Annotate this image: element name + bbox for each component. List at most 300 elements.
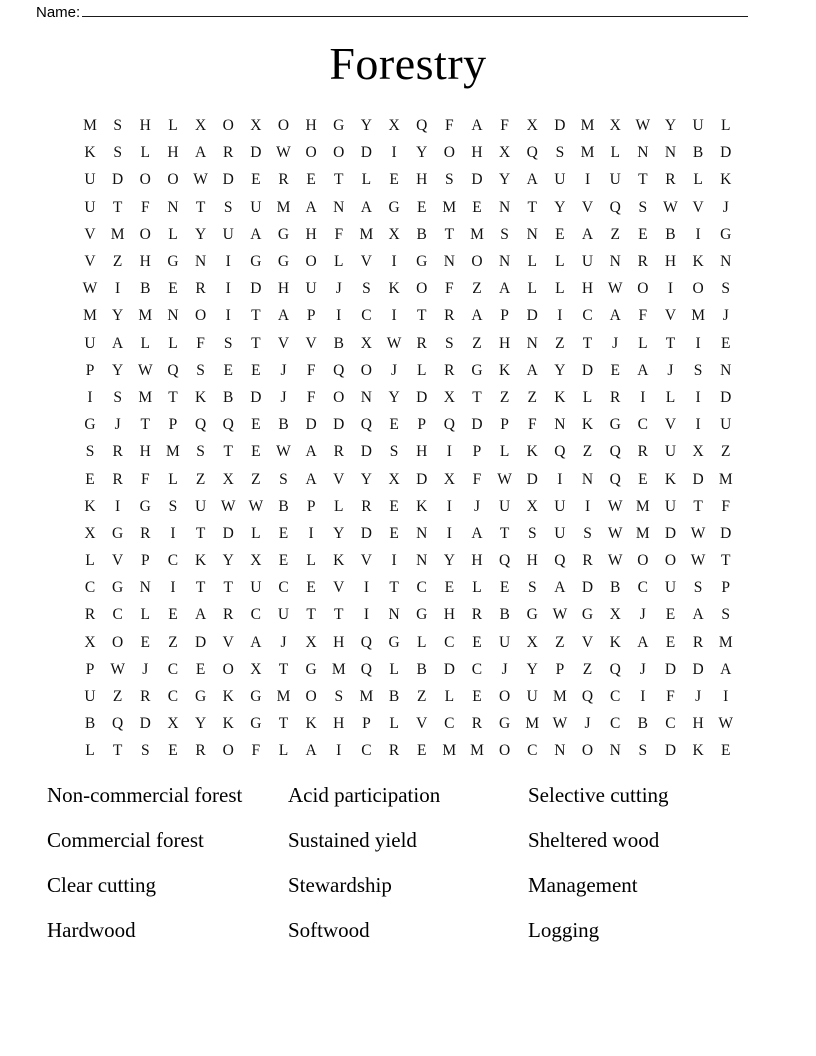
grid-letter[interactable]: D (581, 361, 594, 379)
grid-letter[interactable]: V (360, 253, 372, 271)
grid-letter[interactable]: D (664, 742, 677, 760)
grid-letter[interactable]: E (140, 633, 151, 651)
grid-letter[interactable]: T (472, 388, 482, 406)
grid-letter[interactable]: D (581, 579, 594, 597)
grid-letter[interactable]: Y (112, 361, 124, 379)
grid-letter[interactable]: S (85, 443, 95, 461)
grid-letter[interactable]: J (280, 361, 287, 379)
grid-letter[interactable]: D (664, 660, 677, 678)
grid-letter[interactable]: Z (555, 633, 565, 651)
grid-letter[interactable]: J (114, 416, 121, 434)
grid-letter[interactable]: M (138, 307, 153, 325)
grid-letter[interactable]: M (276, 688, 291, 706)
grid-letter[interactable]: E (389, 524, 399, 542)
grid-letter[interactable]: D (554, 117, 566, 135)
grid-letter[interactable]: F (666, 688, 675, 706)
grid-letter[interactable]: S (362, 280, 371, 298)
grid-letter[interactable]: R (333, 443, 344, 461)
grid-letter[interactable]: Q (194, 416, 207, 434)
grid-letter[interactable]: G (720, 225, 732, 243)
grid-letter[interactable]: I (695, 334, 701, 352)
grid-letter[interactable]: M (635, 497, 650, 515)
grid-letter[interactable]: D (416, 470, 428, 488)
grid-letter[interactable]: P (721, 579, 731, 597)
grid-letter[interactable]: Y (222, 552, 234, 570)
grid-letter[interactable]: R (637, 253, 648, 271)
grid-letter[interactable]: P (500, 416, 509, 434)
grid-letter[interactable]: I (391, 307, 397, 325)
grid-letter[interactable]: I (336, 307, 342, 325)
grid-letter[interactable]: Z (610, 225, 620, 243)
grid-letter[interactable]: P (555, 660, 565, 678)
grid-letter[interactable]: D (720, 524, 732, 542)
grid-letter[interactable]: N (609, 742, 621, 760)
grid-letter[interactable]: T (334, 606, 344, 624)
grid-letter[interactable]: S (500, 225, 509, 243)
grid-letter[interactable]: A (499, 280, 511, 298)
grid-letter[interactable]: D (250, 280, 262, 298)
grid-letter[interactable]: U (664, 579, 677, 597)
grid-letter[interactable]: W (663, 198, 678, 216)
grid-letter[interactable]: I (308, 524, 314, 542)
grid-letter[interactable]: E (85, 470, 95, 488)
grid-letter[interactable]: S (638, 198, 648, 216)
grid-letter[interactable]: A (471, 307, 483, 325)
grid-letter[interactable]: X (499, 144, 511, 162)
grid-letter[interactable]: I (225, 280, 231, 298)
grid-letter[interactable]: V (664, 307, 677, 325)
grid-letter[interactable]: T (168, 388, 178, 406)
grid-letter[interactable]: K (664, 470, 677, 488)
grid-letter[interactable]: J (722, 307, 729, 325)
grid-letter[interactable]: O (194, 307, 207, 325)
word-list-item[interactable]: Commercial forest (47, 828, 204, 852)
grid-letter[interactable]: E (555, 225, 565, 243)
grid-letter[interactable]: Q (554, 552, 566, 570)
grid-letter[interactable]: W (137, 361, 153, 379)
grid-letter[interactable]: W (635, 117, 651, 135)
grid-letter[interactable]: T (499, 524, 510, 542)
grid-letter[interactable]: O (333, 144, 345, 162)
grid-letter[interactable]: U (250, 579, 262, 597)
grid-letter[interactable]: R (444, 307, 455, 325)
grid-letter[interactable]: R (388, 742, 400, 760)
grid-letter[interactable]: R (610, 388, 621, 406)
grid-letter[interactable]: Q (360, 633, 372, 651)
grid-letter[interactable]: H (139, 443, 151, 461)
grid-letter[interactable]: W (552, 606, 568, 624)
grid-letter[interactable]: G (250, 253, 262, 271)
grid-letter[interactable]: N (416, 552, 428, 570)
grid-letter[interactable]: D (222, 524, 234, 542)
grid-letter[interactable]: R (223, 144, 234, 162)
grid-letter[interactable]: G (416, 253, 428, 271)
grid-letter[interactable]: I (584, 171, 591, 189)
grid-letter[interactable]: K (222, 688, 234, 706)
grid-letter[interactable]: Z (721, 443, 731, 461)
grid-letter[interactable]: D (416, 388, 428, 406)
grid-letter[interactable]: S (638, 742, 648, 760)
grid-letter[interactable]: K (305, 715, 317, 733)
grid-letter[interactable]: W (248, 497, 264, 515)
grid-letter[interactable]: L (140, 334, 151, 352)
grid-letter[interactable]: P (500, 307, 509, 325)
grid-letter[interactable]: O (664, 552, 677, 570)
grid-letter[interactable]: Z (582, 660, 593, 678)
grid-letter[interactable]: X (250, 660, 262, 678)
grid-letter[interactable]: V (84, 225, 96, 243)
grid-letter[interactable]: K (526, 443, 538, 461)
grid-letter[interactable]: A (305, 443, 317, 461)
grid-letter[interactable]: I (723, 688, 729, 706)
grid-letter[interactable]: F (500, 117, 509, 135)
grid-letter[interactable]: X (388, 470, 400, 488)
grid-letter[interactable]: I (363, 606, 369, 624)
grid-letter[interactable]: R (444, 361, 455, 379)
grid-letter[interactable]: V (333, 579, 345, 597)
grid-letter[interactable]: N (416, 524, 428, 542)
grid-letter[interactable]: E (251, 416, 261, 434)
grid-letter[interactable]: Y (194, 715, 207, 733)
grid-letter[interactable]: P (306, 497, 316, 515)
grid-letter[interactable]: X (360, 334, 372, 352)
grid-letter[interactable]: U (554, 171, 566, 189)
grid-letter[interactable]: X (194, 117, 207, 135)
grid-letter[interactable]: E (168, 742, 178, 760)
grid-letter[interactable]: T (527, 198, 537, 216)
grid-letter[interactable]: K (554, 388, 566, 406)
grid-letter[interactable]: Q (609, 470, 621, 488)
grid-letter[interactable]: L (472, 579, 482, 597)
grid-letter[interactable]: U (581, 253, 594, 271)
grid-letter[interactable]: R (112, 470, 123, 488)
grid-letter[interactable]: V (664, 416, 677, 434)
grid-letter[interactable]: I (695, 388, 701, 406)
grid-letter[interactable]: E (472, 688, 482, 706)
grid-letter[interactable]: Y (360, 117, 372, 135)
grid-letter[interactable]: Z (112, 253, 123, 271)
grid-letter[interactable]: F (527, 416, 537, 434)
grid-letter[interactable]: K (84, 144, 96, 162)
grid-letter[interactable]: J (612, 334, 619, 352)
grid-letter[interactable]: M (580, 144, 595, 162)
grid-letter[interactable]: A (637, 633, 649, 651)
word-list-item[interactable]: Selective cutting (528, 783, 669, 807)
grid-letter[interactable]: M (635, 524, 650, 542)
grid-letter[interactable]: R (471, 715, 483, 733)
word-list-item[interactable]: Sustained yield (288, 828, 417, 852)
grid-letter[interactable]: K (581, 416, 594, 434)
grid-letter[interactable]: T (278, 660, 289, 678)
grid-letter[interactable]: U (277, 606, 290, 624)
grid-letter[interactable]: L (693, 171, 703, 189)
grid-letter[interactable]: D (720, 144, 732, 162)
grid-letter[interactable]: U (250, 198, 262, 216)
grid-letter[interactable]: D (360, 144, 372, 162)
grid-letter[interactable]: J (280, 633, 287, 651)
grid-letter[interactable]: K (84, 497, 96, 515)
grid-letter[interactable]: U (609, 171, 621, 189)
grid-letter[interactable]: O (167, 171, 179, 189)
grid-letter[interactable]: R (416, 334, 427, 352)
grid-letter[interactable]: L (140, 144, 151, 162)
grid-letter[interactable]: J (584, 715, 591, 733)
grid-letter[interactable]: G (194, 688, 207, 706)
grid-letter[interactable]: C (444, 633, 455, 651)
grid-letter[interactable]: V (416, 715, 428, 733)
grid-letter[interactable]: G (250, 715, 262, 733)
grid-letter[interactable]: M (525, 715, 540, 733)
grid-letter[interactable]: G (84, 416, 96, 434)
grid-letter[interactable]: H (443, 606, 455, 624)
grid-letter[interactable]: A (360, 198, 372, 216)
grid-letter[interactable]: F (306, 361, 316, 379)
grid-letter[interactable]: I (695, 416, 701, 434)
grid-letter[interactable]: M (691, 307, 705, 325)
grid-letter[interactable]: E (665, 606, 676, 624)
grid-letter[interactable]: L (389, 660, 399, 678)
grid-letter[interactable]: J (473, 497, 480, 515)
grid-letter[interactable]: O (222, 660, 234, 678)
grid-letter[interactable]: A (526, 361, 538, 379)
grid-letter[interactable]: B (416, 660, 427, 678)
grid-letter[interactable]: R (140, 688, 151, 706)
grid-letter[interactable]: G (581, 606, 594, 624)
grid-letter[interactable]: T (195, 198, 206, 216)
grid-letter[interactable]: G (250, 688, 262, 706)
grid-letter[interactable]: M (359, 688, 374, 706)
grid-letter[interactable]: T (582, 334, 593, 352)
grid-letter[interactable]: Y (112, 307, 124, 325)
grid-letter[interactable]: M (718, 470, 733, 488)
grid-letter[interactable]: S (223, 334, 233, 352)
grid-letter[interactable]: X (526, 497, 538, 515)
grid-letter[interactable]: Q (333, 361, 345, 379)
grid-letter[interactable]: Q (360, 416, 372, 434)
grid-letter[interactable]: Z (195, 470, 206, 488)
grid-letter[interactable]: U (526, 688, 538, 706)
grid-letter[interactable]: H (692, 715, 704, 733)
grid-letter[interactable]: N (167, 198, 179, 216)
grid-letter[interactable]: O (443, 144, 455, 162)
grid-letter[interactable]: L (610, 144, 620, 162)
grid-letter[interactable]: H (139, 117, 151, 135)
grid-letter[interactable]: P (472, 443, 482, 461)
grid-letter[interactable]: E (721, 334, 731, 352)
grid-letter[interactable]: S (527, 579, 537, 597)
grid-letter[interactable]: M (83, 117, 97, 135)
grid-letter[interactable]: F (638, 307, 648, 325)
grid-letter[interactable]: H (277, 280, 290, 298)
word-list-item[interactable]: Softwood (288, 918, 370, 942)
grid-letter[interactable]: U (499, 633, 511, 651)
grid-letter[interactable]: N (526, 225, 538, 243)
grid-letter[interactable]: A (720, 660, 732, 678)
grid-letter[interactable]: H (471, 144, 483, 162)
grid-letter[interactable]: B (333, 334, 344, 352)
grid-letter[interactable]: G (112, 524, 124, 542)
grid-letter[interactable]: V (277, 334, 290, 352)
grid-letter[interactable]: Q (416, 117, 428, 135)
grid-letter[interactable]: F (721, 497, 731, 515)
grid-letter[interactable]: Q (112, 715, 124, 733)
grid-letter[interactable]: F (196, 334, 205, 352)
grid-letter[interactable]: I (363, 579, 369, 597)
grid-letter[interactable]: P (417, 416, 426, 434)
grid-letter[interactable]: N (139, 579, 151, 597)
grid-letter[interactable]: E (444, 579, 455, 597)
grid-letter[interactable]: A (194, 144, 207, 162)
grid-letter[interactable]: P (168, 416, 178, 434)
grid-letter[interactable]: Y (360, 470, 372, 488)
grid-letter[interactable]: D (360, 524, 372, 542)
grid-letter[interactable]: I (115, 497, 121, 515)
grid-letter[interactable]: O (112, 633, 124, 651)
grid-letter[interactable]: U (554, 524, 566, 542)
grid-letter[interactable]: G (388, 633, 400, 651)
grid-letter[interactable]: D (112, 171, 124, 189)
grid-letter[interactable]: W (607, 524, 623, 542)
grid-letter[interactable]: N (554, 416, 566, 434)
grid-letter[interactable]: G (305, 660, 317, 678)
grid-letter[interactable]: L (416, 633, 427, 651)
word-search-grid[interactable] (82, 112, 734, 765)
grid-letter[interactable]: W (82, 280, 98, 298)
grid-letter[interactable]: C (416, 579, 427, 597)
grid-letter[interactable]: O (222, 742, 234, 760)
grid-letter[interactable]: E (389, 497, 399, 515)
grid-letter[interactable]: Y (554, 198, 566, 216)
grid-letter[interactable]: T (721, 552, 731, 570)
grid-letter[interactable]: M (442, 198, 457, 216)
grid-letter[interactable]: A (554, 579, 566, 597)
grid-letter[interactable]: C (250, 606, 262, 624)
grid-letter[interactable]: S (445, 171, 454, 189)
grid-letter[interactable]: S (445, 334, 454, 352)
grid-letter[interactable]: W (690, 552, 706, 570)
grid-letter[interactable]: Q (609, 198, 621, 216)
grid-letter[interactable]: Q (222, 416, 234, 434)
grid-letter[interactable]: W (690, 524, 706, 542)
word-list-item[interactable]: Clear cutting (47, 873, 157, 897)
grid-letter[interactable]: X (84, 633, 96, 651)
grid-letter[interactable]: M (166, 443, 180, 461)
grid-letter[interactable]: S (721, 606, 731, 624)
grid-letter[interactable]: S (113, 144, 122, 162)
grid-letter[interactable]: P (85, 361, 95, 379)
grid-letter[interactable]: L (665, 388, 676, 406)
grid-letter[interactable]: P (140, 552, 150, 570)
grid-letter[interactable]: T (195, 579, 206, 597)
grid-letter[interactable]: Y (416, 144, 428, 162)
grid-letter[interactable]: U (84, 334, 96, 352)
grid-letter[interactable]: E (168, 280, 178, 298)
grid-letter[interactable]: O (637, 280, 649, 298)
grid-letter[interactable]: G (499, 715, 511, 733)
grid-letter[interactable]: B (278, 497, 289, 515)
grid-letter[interactable]: V (692, 198, 704, 216)
grid-letter[interactable]: I (170, 579, 176, 597)
grid-letter[interactable]: N (609, 253, 621, 271)
grid-letter[interactable]: G (388, 198, 400, 216)
grid-letter[interactable]: N (360, 388, 372, 406)
grid-letter[interactable]: X (388, 117, 400, 135)
grid-letter[interactable]: K (609, 633, 621, 651)
grid-letter[interactable]: D (305, 416, 317, 434)
grid-letter[interactable]: U (720, 416, 732, 434)
grid-letter[interactable]: N (581, 470, 594, 488)
grid-letter[interactable]: L (389, 715, 399, 733)
grid-letter[interactable]: W (607, 552, 623, 570)
grid-letter[interactable]: D (526, 307, 538, 325)
grid-letter[interactable]: W (193, 171, 208, 189)
grid-letter[interactable]: W (497, 470, 512, 488)
grid-letter[interactable]: U (499, 497, 511, 515)
grid-letter[interactable]: T (223, 579, 233, 597)
word-list-item[interactable]: Sheltered wood (528, 828, 660, 852)
grid-letter[interactable]: O (139, 225, 151, 243)
grid-letter[interactable]: R (471, 606, 483, 624)
grid-letter[interactable]: G (139, 497, 151, 515)
grid-letter[interactable]: F (445, 280, 454, 298)
grid-letter[interactable]: I (557, 307, 563, 325)
grid-letter[interactable]: I (640, 388, 646, 406)
grid-letter[interactable]: H (416, 171, 428, 189)
grid-letter[interactable]: M (470, 225, 484, 243)
grid-letter[interactable]: J (391, 361, 398, 379)
name-input-line[interactable] (82, 2, 748, 17)
grid-letter[interactable]: C (167, 688, 179, 706)
grid-letter[interactable]: L (140, 606, 151, 624)
grid-letter[interactable]: F (140, 470, 150, 488)
grid-letter[interactable]: G (471, 361, 483, 379)
grid-letter[interactable]: K (333, 552, 345, 570)
grid-letter[interactable]: C (527, 742, 538, 760)
grid-letter[interactable]: H (305, 225, 317, 243)
grid-letter[interactable]: C (610, 688, 621, 706)
grid-letter[interactable]: T (140, 416, 151, 434)
grid-letter[interactable]: S (583, 524, 592, 542)
word-list-item[interactable]: Stewardship (288, 873, 392, 897)
grid-letter[interactable]: G (277, 225, 290, 243)
grid-letter[interactable]: R (223, 606, 234, 624)
grid-letter[interactable]: I (557, 470, 563, 488)
grid-letter[interactable]: B (416, 225, 427, 243)
grid-letter[interactable]: Z (555, 334, 565, 352)
grid-letter[interactable]: O (692, 280, 704, 298)
grid-letter[interactable]: U (305, 280, 317, 298)
grid-letter[interactable]: T (665, 334, 676, 352)
grid-letter[interactable]: Q (499, 552, 511, 570)
grid-letter[interactable]: R (278, 171, 289, 189)
grid-letter[interactable]: R (637, 443, 648, 461)
grid-letter[interactable]: T (693, 497, 703, 515)
grid-letter[interactable]: E (251, 361, 261, 379)
grid-letter[interactable]: Z (251, 470, 261, 488)
grid-letter[interactable]: M (470, 742, 484, 760)
grid-letter[interactable]: E (721, 742, 731, 760)
grid-letter[interactable]: G (333, 117, 345, 135)
grid-letter[interactable]: Q (609, 660, 621, 678)
grid-letter[interactable]: C (361, 742, 372, 760)
grid-letter[interactable]: N (720, 253, 732, 271)
grid-letter[interactable]: S (279, 470, 288, 488)
grid-letter[interactable]: C (167, 552, 179, 570)
grid-letter[interactable]: E (665, 633, 676, 651)
grid-letter[interactable]: S (140, 742, 150, 760)
grid-letter[interactable]: H (581, 280, 594, 298)
grid-letter[interactable]: O (139, 171, 151, 189)
